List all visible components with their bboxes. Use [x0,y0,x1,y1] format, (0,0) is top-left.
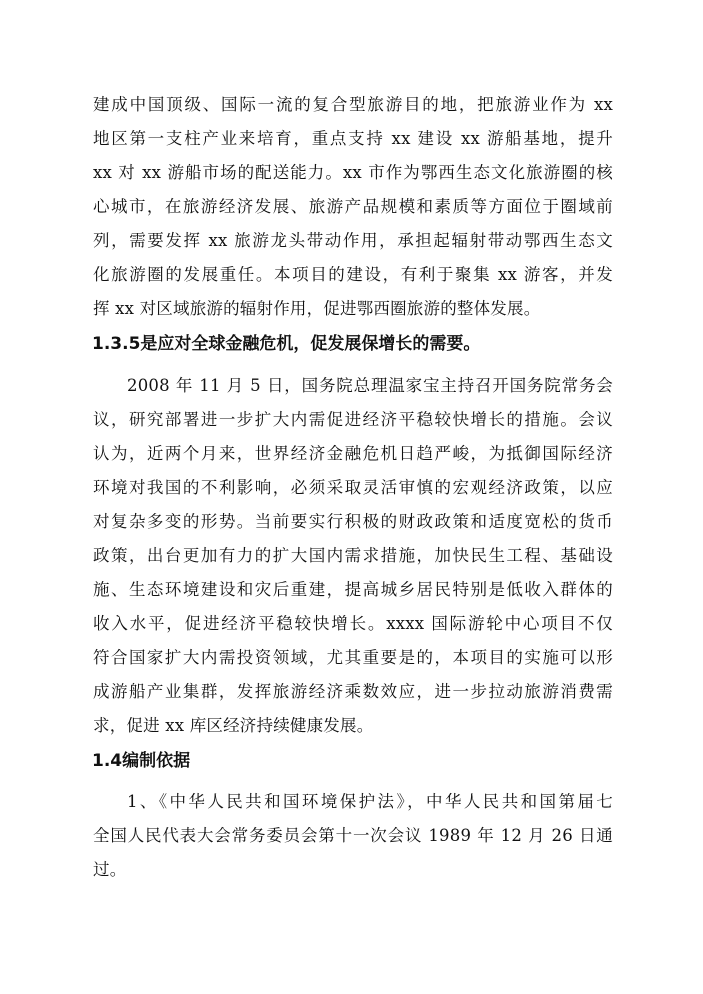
paragraph-line: 建成中国顶级、国际一流的复合型旅游目的地，把旅游业作为 xx [93,95,613,114]
paragraph-line: 环境对我国的不利影响，必须采取灵活审慎的宏观经济政策，以应 [93,478,613,497]
section-heading-1-4: 1.4编制依据 [92,751,191,771]
paragraph-line: 议，研究部署进一步扩大内需促进经济平稳较快增长的措施。会议 [93,410,613,429]
paragraph-line: 政策，出台更加有力的扩大国内需求措施，加快民生工程、基础设 [93,546,613,565]
paragraph-line: xx 对 xx 游船市场的配送能力。xx 市作为鄂西生态文化旅游圈的核 [93,163,613,182]
paragraph-line: 化旅游圈的发展重任。本项目的建设，有利于聚集 xx 游客，并发 [93,265,613,284]
paragraph-line: 地区第一支柱产业来培育，重点支持 xx 建设 xx 游船基地，提升 [93,129,613,148]
paragraph-line: 成游船产业集群，发挥旅游经济乘数效应，进一步拉动旅游消费需 [93,682,613,701]
paragraph-line: 收入水平，促进经济平稳较快增长。xxxx 国际游轮中心项目不仅 [93,614,613,633]
paragraph-line: 心城市，在旅游经济发展、旅游产品规模和素质等方面位于圈域前 [93,197,613,216]
paragraph-line: 对复杂多变的形势。当前要实行积极的财政政策和适度宽松的货币 [93,512,613,531]
paragraph-line: 施、生态环境建设和灾后重建，提高城乡居民特别是低收入群体的 [93,580,613,599]
paragraph-line: 求，促进 xx 库区经济持续健康发展。 [93,716,374,735]
paragraph-line: 1、《中华人民共和国环境保护法》，中华人民共和国第届七 [127,792,613,811]
paragraph-line: 全国人民代表大会常务委员会第十一次会议 1989 年 12 月 26 日通 [93,826,613,845]
section-heading-1-3-5: 1.3.5是应对全球金融危机，促发展保增长的需要。 [92,334,481,354]
paragraph-line: 过。 [93,860,127,879]
paragraph-line: 挥 xx 对区域旅游的辐射作用，促进鄂西圈旅游的整体发展。 [93,299,541,318]
paragraph-line: 列，需要发挥 xx 旅游龙头带动作用，承担起辐射带动鄂西生态文 [93,231,613,250]
paragraph-line: 2008 年 11 月 5 日，国务院总理温家宝主持召开国务院常务会 [127,376,613,395]
paragraph-line: 符合国家扩大内需投资领域，尤其重要是的，本项目的实施可以形 [93,648,613,667]
paragraph-line: 认为，近两个月来，世界经济金融危机日趋严峻，为抵御国际经济 [93,444,613,463]
